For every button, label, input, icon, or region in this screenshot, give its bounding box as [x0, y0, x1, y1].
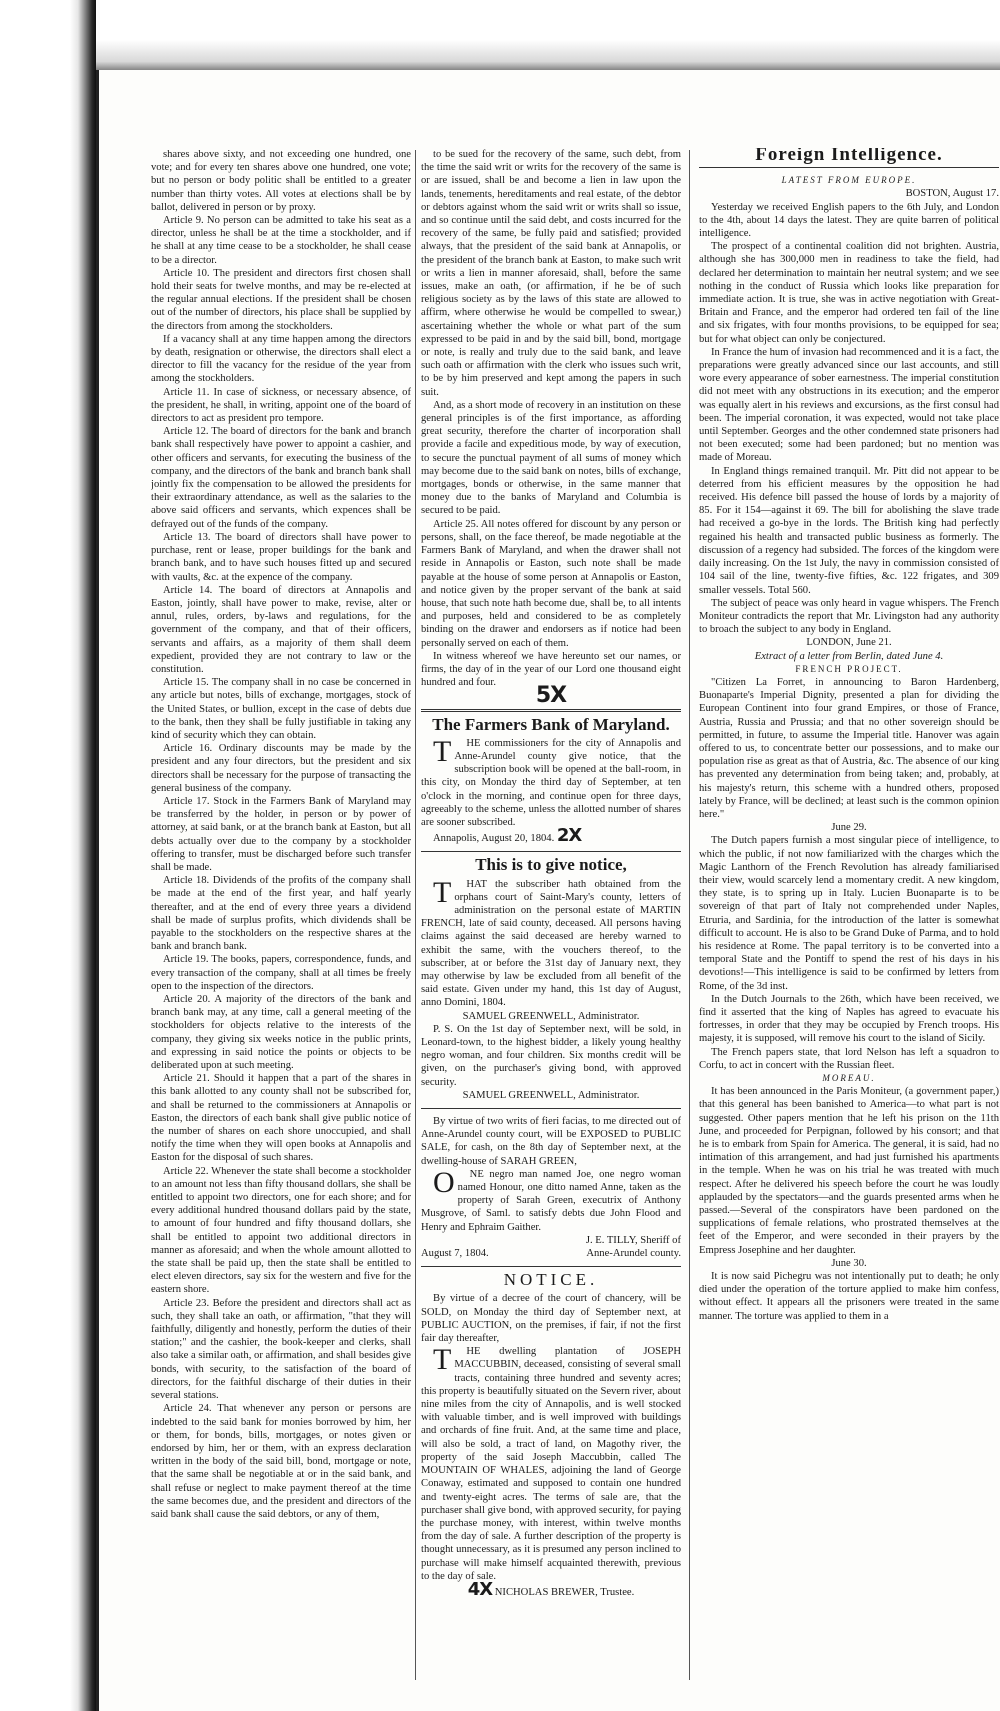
article-paragraph: Article 24. That whenever any person or persons are indebted to the said bank for monies borrowed by him, her or them, for bonds, bills, mortgages, or notes given or endorsed by him, her or them, with an express declaration written in the body of the said bill, bond, mortgage or note, that the same shall be negotiable at or in the said bank, and shall refuse or neglect to make payment thereof at the time the same becomes due, and the president and directors of the said bank shall cause the said debtors, or any of them, — [151, 1403, 411, 1520]
moreau-heading: MOREAU. — [822, 1073, 876, 1084]
article-paragraph: Article 10. The president and directors first chosen shall hold their seats for twelve months, and may be re-elected at the regular annual elections. If the president shall be chosen out of the number of directors, his place shall be supplied by the directors from among the stockholders. — [151, 267, 411, 332]
notice-intro: By virtue of a decree of the court of chancery, will be SOLD, on Monday the third day of September next, at PUBLIC AUCTION, on the premises, if fair, if not the first fair day thereafter, — [421, 1293, 681, 1345]
news-paragraph: In France the hum of invasion had recommenced and it is a fact, the preparations were greatly advanced since our last accounts, and still wore every appearance of sober earnestness. The imperial constitution did not meet with any obstructions in its execution; and the emperor was equally alert in his reviews and excursions, as the first consul had been. The imperial coronation, it was expected, would not take place until September. Georges and the other condemned state prisoners had not been executed; some had been pardoned; but no mention was made of Moreau. — [699, 346, 999, 464]
article-paragraph: Article 18. Dividends of the profits of the company shall be made at the end of the first year, and half yearly thereafter, and at the end of every three years a dividend shall be made of surplus profits, which dividends shall be payable to the stockholders on the respective shares at the bank and branch bank. — [151, 875, 411, 953]
divider — [421, 1108, 681, 1109]
column-rule-2 — [689, 150, 690, 1680]
article-paragraph: Article 22. Whenever the state shall become a stockholder to an amount not less than fifty thousand dollars, she shall be entitled to appoint two directors, one for each shore; and for every additional hundred thousand dollars paid by the state, to amount of four hundred and fifty thousand dollars, she shall be entitled to appoint two additional directors in manner as aforesaid; and when the whole amount allotted to the state shall be paid up, then the state shall be entitled to elect eleven directors, say six for the western and five for the eastern shore. — [151, 1165, 411, 1296]
column-rule-1 — [415, 150, 416, 1680]
divider — [699, 167, 999, 168]
article-paragraph: Article 9. No person can be admitted to take his seat as a director, unless he shall be at the time a stockholder, and if he shall at any time cease to be a stockholder, he shall cease to be a director. — [151, 215, 411, 266]
dropcap-t: T — [433, 875, 452, 909]
dateline-london: LONDON, June 21. — [806, 637, 892, 649]
article-paragraph: Article 19. The books, papers, correspondence, funds, and every transaction of the company, shall at all times be freely open to the inspection of the directors. — [151, 954, 411, 992]
signature: SAMUEL GREENWELL, Administrator. — [462, 1089, 640, 1101]
dateline-june-29: June 29. — [831, 822, 867, 834]
article-paragraph: Article 16. Ordinary discounts may be made by the president and any four directors, but the president and six directors shall be necessary for the purpose of transacting the general business of the company. — [151, 743, 411, 794]
sheriff-signature: J. E. TILLY, Sheriff of — [585, 1234, 681, 1246]
news-paragraph: It has been announced in the Paris Moniteur, (a government paper,) that this general has been banished to America—to what part is not suggested. Other papers mention that he left his prison on the 11th June, and proceeded for Perpignan, followed by his consort; and that he is to embark from Spain for America. The general, it is said, had no intimation of this arrangement, and had just furnished his apartments in the temple. When he was on his trial he was treated with much respect. After he delivered his speech before the court he was loudly applauded by the spectators—and the guards presented arms when he passed.—Several of the conspirators have been pardoned on the supplications of female relations, who prostrated themselves at the feet of the Emperor, and were seconded in their prayers by the Empress Josephine and her daughter. — [699, 1086, 999, 1256]
french-project-heading: FRENCH PROJECT. — [795, 663, 903, 674]
news-paragraph: "Citizen La Forret, in announcing to Baron Hardenberg, Buonaparte's Imperial Dignity, presented a plan for dividing the European Continent into four grand Empires, or those of France, Austria, Russia and Prussia; and that no other sovereign should be permitted, in future, to assume the Imperial title. Hanover was again offered to us, to concentrate better our possessions, and to make our population rise as great as that of Austria, &c. The absence of our king has prevented any determination from being taken; and, probably, at his majesty's return, this scheme with a hundred others, proposed lately by France, will be declined; at least such is the common opinion here." — [699, 676, 999, 820]
trustee-signature: NICHOLAS BREWER, Trustee. — [494, 1586, 635, 1598]
divider — [421, 851, 681, 852]
latest-from-europe: LATEST FROM EUROPE. — [781, 175, 917, 186]
scan-binding-edge — [0, 0, 96, 1711]
article-paragraph: Article 23. Before the president and directors shall act as such, they shall take an oath, or affirmation, "that they will faithfully, diligently and honestly, perform the duties of their station;" and the cashier, the book-keeper and clerks, shall also take a similar oath, or affirmation, and shall besides give bonds, with security, to the satisfaction of the board of directors, for the faithful discharge of their duties in their several stations. — [151, 1297, 411, 1402]
news-paragraph: In the Dutch Journals to the 26th, which have been received, we find it asserted that the king of Naples has agreed to evacuate his fortresses, in order that they may be occupied by French troops. His majesty, it is supposed, will remove his court to the island of Sicily. — [699, 993, 999, 1045]
notice-body: T HE dwelling plantation of JOSEPH MACCUBBIN, deceased, consisting of several small tracts, containing three hundred and seventy acres; this property is beautifully situated on the Severn river, about nine miles from the city of Annapolis, and is well stocked with valuable timber, and is well improved with buildings and orchards of fine fruit. And, at the same time and place, will also be sold, a tract of land, on Magothy river, the property of the said Joseph Maccubbin, called The MOUNTAIN OF WHALES, adjoining the land of George Conaway, estimated and supposed to contain one hundred and twenty-eight acres. The terms of sale are, that the purchaser shall give bond, with approved security, for paying the purchase money, with interest, within twelve months from the day of sale. A further description of the property is thought unnecessary, as it is presumed any person inclined to purchase will make himself acquainted therewith, previous to the day of sale. — [421, 1343, 681, 1582]
dropcap-t: T — [433, 1343, 452, 1377]
article-paragraph: If a vacancy shall at any time happen among the directors by death, resignation or otherwise, the directors shall elect a director to fill the vacancy for the residue of the year from among the stockholders. — [151, 333, 411, 385]
article-paragraph: Article 21. Should it happen that a part of the shares in this bank allotted to any county shall not be subscribed for, and shall be returned to the commissioners at Annapolis or Easton, the directors of each bank shall give public notice of the number of shares on each shore unoccupied, and shall notify the time when they will open books at Annapolis and Easton for the disposal of such shares. — [151, 1073, 411, 1164]
witness-line: In witness whereof we have hereunto set our names, or firms, the day of in the year of our Lord one thousand eight hundred and four. — [421, 650, 681, 689]
news-paragraph: The French papers state, that lord Nelson has left a squadron to Corfu, to act in concert with the Russian fleet. — [699, 1046, 999, 1071]
article-paragraph: Article 15. The company shall in no case be concerned in any article but notes, bills of exchange, mortgages, stock of the United States, or bullion, except in the case of debts due to the bank, then they shall be fully justifiable in taking any kind of security which they can obtain. — [151, 677, 411, 741]
notice-footer — [421, 1578, 681, 1600]
bank-notice-body: T HE commissioners for the city of Annapolis and Anne-Arundel county give notice, that the subscription book will be opened at the ball-room, in this city, on Monday the third day of September, at ten o'clock in the morning, and continue open for three days, agreeably to the scheme, unless the allotted number of shares are sooner subscribed. — [421, 734, 681, 828]
give-notice-title: This is to give notice, — [475, 855, 627, 875]
divider — [421, 1266, 681, 1267]
handwritten-mark: 5X — [535, 683, 567, 709]
dropcap-t: T — [433, 734, 452, 768]
article-paragraph: Article 12. The board of directors for the bank and branch bank shall respectively have power to appoint a cashier, and other officers and servants, for executing the business of the company, and the directors of the bank and branch bank shall jointly fix the compensation to be allowed the presidents for their extraordinary attendance, as well as the salaries to the above said officers and servants, which expences shall be defrayed out of the funds of the company. — [151, 426, 411, 530]
dateline-boston: BOSTON, August 17. — [905, 188, 999, 200]
news-paragraph: In England things remained tranquil. Mr. Pitt did not appear to be deterred from his efficient measures by the opposition he had received. His defence bill passed the house of lords by a majority of 85. For it 154—against it 69. The bill for abolishing the slave trade had received a go-bye in the lords. The British king had perfectly regained his health and transacted public business as formerly. The discussion of a regency had subsided. The forces of the kingdom were daily increasing. On the 1st July, the navy in commission consisted of 104 sail of the line, twenty-five fifties, &c. 122 frigates, and 309 smaller vessels. Total 560. — [699, 465, 999, 596]
notice-title: NOTICE. — [503, 1270, 599, 1290]
handwritten-mark: 4X — [467, 1578, 493, 1600]
dateline-june-30: June 30. — [831, 1257, 867, 1269]
article-paragraph: And, as a short mode of recovery in an institution on these general principles is of the first importance, as affording great security, therefore the charter of incorporation shall provide a facile and expeditious mode, by way of execution, to secure the punctual payment of all sums of money which may become due to the said bank on notes, bills of exchange, mortgages, bonds or otherwise, in the same manner that money due to the banks of Maryland and Columbia is secured to be paid. — [421, 399, 681, 517]
column-bank-articles — [151, 148, 411, 1688]
handwritten-mark: 2X — [556, 825, 582, 847]
signature: SAMUEL GREENWELL, Administrator. — [462, 1010, 640, 1022]
bank-dateline: Annapolis, August 20, 1804. 2X — [433, 825, 582, 847]
give-notice-body: T HAT the subscriber hath obtained from the orphans court of Saint-Mary's county, letters of administration on the personal estate of MARTIN FRENCH, late of said county, deceased. All persons having claims against the said deceased are hereby warned to exhibit the same, with the vouchers thereof, to the subscriber, at or before the 31st day of January next, they may otherwise by law be excluded from all benefit of the said estate. Given under my hand, this 1st day of August, anno Domini, 1804. — [421, 875, 681, 1009]
postscript: P. S. On the 1st day of September next, will be sold, in Leonard-town, to the highest bidder, a likely young healthy negro woman, and four children. Six months credit will be given, on the purchaser's giving bond, with approved security. — [421, 1023, 681, 1088]
berlin-letter-heading: Extract of a letter from Berlin, dated June 4. — [754, 650, 944, 662]
newspaper-page — [96, 70, 1000, 1711]
article-paragraph: Article 11. In case of sickness, or necessary absence, of the president, he shall, in writing, appoint one of the board of directors to act as president pro tempore. — [151, 386, 411, 425]
column-notices — [421, 148, 681, 1688]
masthead-foreign-intelligence: Foreign Intelligence. — [755, 148, 943, 165]
dropcap-o: O — [433, 1165, 455, 1199]
news-paragraph: The Dutch papers furnish a most singular piece of intelligence, to which the public, if not now familiarized with the charges which the Magic Lanthorn of the French Revolution has already familiarised their view, would scarcely lend a momentary credit. A new kingdom, they state, is to spring up in Italy. Lucien Buonaparte is to be sovereign of that part of Italy not comprehended under Naples, Etruria, and Sardinia, for the introduction of the latter is somewhat difficult to account. He is also to be Grand Duke of Parma, and to hold his residence at Rome. The papal territory is to be converted into a temporal State and the Pontiff to spend the rest of his days in his devotions!—This intelligence is said to be confirmed by letters from Rome, of the 3d inst. — [699, 835, 999, 992]
divider — [421, 709, 681, 712]
news-paragraph: It is now said Pichegru was not intentionally put to death; he only died under the operation of the torture applied to make him confess, without effect. It appears all the prisoners were treated in the same manner. The torture was applied to them in a — [699, 1271, 999, 1322]
article-paragraph: Article 17. Stock in the Farmers Bank of Maryland may be transferred by the holder, in person or by power of attorney, at said bank, or at the branch bank at Easton, but all debts actually over due to the company by a stockholder offering to transfer, must be discharged before such transfer shall be made. — [151, 795, 411, 873]
fifa-intro: By virtue of two writs of fieri facias, to me directed out of Anne-Arundel county court, will be EXPOSED to PUBLIC SALE, for cash, on the 8th day of September next, at the dwelling-house of SARAH GREEN, — [421, 1116, 681, 1167]
fifa-date: August 7, 1804. — [421, 1248, 489, 1260]
article-paragraph: Article 13. The board of directors shall have power to purchase, rent or lease, proper buildings for the bank and branch bank, and to have such houses fitted up and secured with vaults, &c. at the expence of the company. — [151, 531, 411, 583]
article-paragraph: Article 20. A majority of the directors of the bank and branch bank may, at any time, call a general meeting of the stockholders for objects relative to the interests of the company, they giving six weeks notice in the public prints, and expressing in said notice the points or objects to be deliberated upon at such meeting. — [151, 994, 411, 1072]
news-paragraph: The subject of peace was only heard in vague whispers. The French Moniteur contradicts the report that Mr. Livingston had any authority to broach the subject to any body in England. — [699, 597, 999, 636]
article-paragraph: Article 14. The board of directors at Annapolis and Easton, jointly, shall have power to make, revise, alter or annul, rules, orders, by-laws and regulations, for the government of the company, and that of their officers, servants and affairs, as a majority of them shall deem expedient, provided they are not contrary to law or the constitution. — [151, 584, 411, 675]
news-paragraph: The prospect of a continental coalition did not brighten. Austria, although she has 300,000 men in readiness to take the field, had declared her determination to maintain her neutral system; and we see nothing in the conduct of Russia which looks like preparation for immediate action. It is true, she was in active negotiation with Great-Britain and France, and the emperor had ordered ten fail of the line and six frigates, with four months provisions, to be equipped for sea; but for what object can only be conjectured. — [699, 241, 999, 345]
fifa-body: O NE negro man named Joe, one negro woman named Honour, one ditto named Anne, taken as the property of Sarah Green, executrix of Anthony Musgrove, of Saml. to satisfy debts due John Flood and Henry and Ephraim Gaither. — [421, 1165, 681, 1233]
column-foreign-intelligence — [699, 148, 999, 1688]
news-paragraph: Yesterday we received English papers to the 6th July, and London to the 4th, about 14 days the latest. They are quite barren of political intelligence. — [699, 201, 999, 240]
article-paragraph: Article 25. All notes offered for discount by any person or persons, shall, on the face thereof, be made negotiable at the Farmers Bank of Maryland, and when the drawer shall not reside in Annapolis or Easton, such note shall be made payable at the house of some person at Annapolis or Easton, and notice given by the proper servant of the bank at said house, that such note hath become due, shall be, to all intents and purposes, held and considered to be as completely binding on the drawer and endorsers as if notice had been personally served on each of them. — [421, 518, 681, 649]
bank-notice-title: The Farmers Bank of Maryland. — [432, 714, 670, 734]
fifa-county: Anne-Arundel county. — [586, 1248, 681, 1260]
article-paragraph: to be sued for the recovery of the same, such debt, from the time the said writ or writs for the recovery of the same is or are issued, shall be and become a lien in law upon the lands, tenements, hereditaments and real estate, of the debtor or debtors against whom the said writ or writs shall so issue, and so continue until the said debt, and costs incurred for the recovery of the same, be fully paid and satisfied; provided always, that the president of the said bank at Annapolis, or the president of the branch bank at Easton, to make such writ or writs a lien in manner aforesaid, shall, before the same issues, make an oath, (or affirmation, if he be of such religious society as by the laws of this state are allowed to affirm, where otherwise he would be compelled to swear,) ascertaining whether the whole or what part of the sum expressed to be paid in and by the said bill, bond, mortgage or note, is really and truly due to the said bank, and leave such oath or affirmation with the clerk who issues such writ, to be by him preserved and kept among the papers in such suit. — [421, 149, 681, 398]
article-paragraph: shares above sixty, and not exceeding one hundred, one vote; and for every ten shares above one hundred, one vote; but no person or body politic shall be entitled to a greater number than thirty votes. All votes at elections shall be by ballot, delivered in person or by proxy. — [151, 149, 411, 213]
fifa-footer — [421, 1247, 681, 1260]
